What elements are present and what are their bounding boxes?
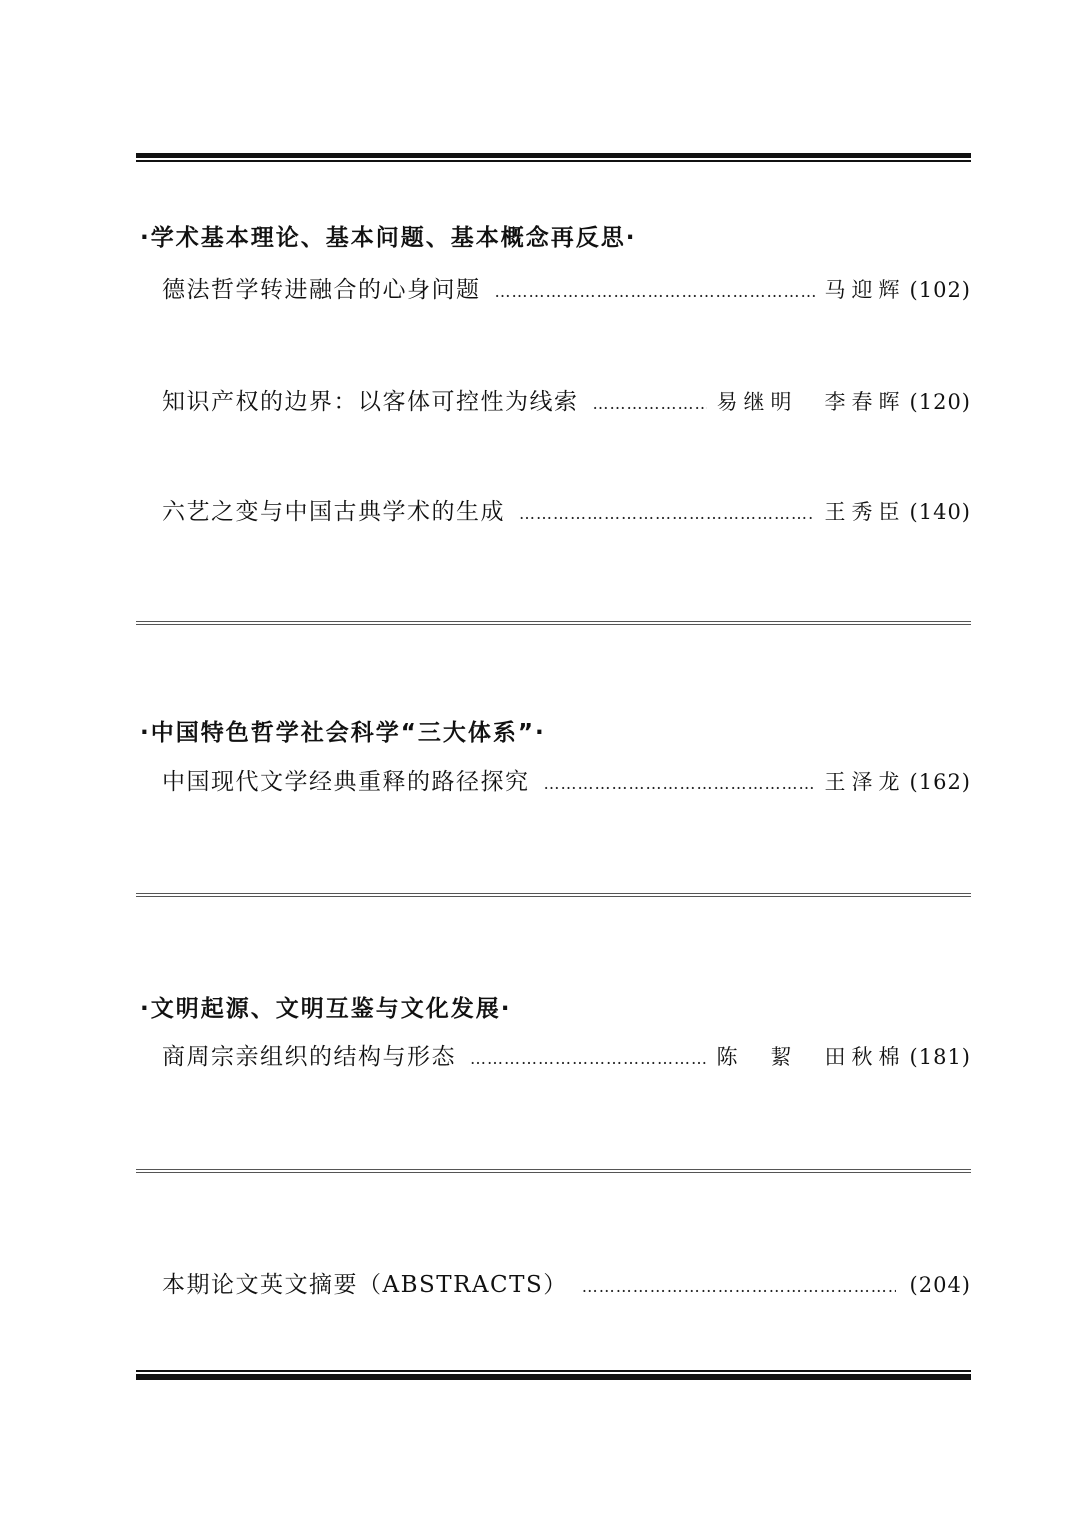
section-divider bbox=[136, 1169, 971, 1173]
section-divider bbox=[136, 621, 971, 625]
dot-leader bbox=[544, 767, 815, 801]
entry-author: 马迎辉 bbox=[824, 278, 906, 302]
section-title-1: ·学术基本理论、基本问题、基本概念再反思· bbox=[140, 225, 637, 251]
entry-page: (162) bbox=[909, 770, 971, 794]
top-rule-thin bbox=[136, 160, 971, 162]
entry-page: (102) bbox=[909, 278, 971, 302]
toc-entry[interactable] bbox=[162, 273, 971, 307]
entry-title: 德法哲学转进融合的心身问题 bbox=[162, 277, 481, 303]
section-divider bbox=[136, 893, 971, 897]
toc-entry[interactable] bbox=[162, 385, 971, 419]
top-double-rule bbox=[136, 153, 971, 162]
dot-leader bbox=[495, 275, 815, 309]
entry-page: (120) bbox=[909, 390, 971, 414]
bottom-rule-thin bbox=[136, 1370, 971, 1372]
toc-entry[interactable] bbox=[162, 765, 971, 799]
entry-page: (181) bbox=[909, 1045, 971, 1069]
entry-title: 六艺之变与中国古典学术的生成 bbox=[162, 499, 505, 525]
dot-leader bbox=[582, 1270, 896, 1304]
entry-title: 本期论文英文摘要（ABSTRACTS） bbox=[162, 1272, 568, 1298]
entry-author: 王泽龙 bbox=[824, 770, 906, 794]
entry-page: (204) bbox=[909, 1273, 971, 1297]
top-rule-thick bbox=[136, 153, 971, 158]
toc-entry[interactable] bbox=[162, 1040, 971, 1074]
bottom-rule-thick bbox=[136, 1374, 971, 1380]
entry-page: (140) bbox=[909, 500, 971, 524]
entry-title: 中国现代文学经典重释的路径探究 bbox=[162, 769, 530, 795]
section-title-3: ·文明起源、文明互鉴与文化发展· bbox=[140, 996, 512, 1022]
bottom-double-rule bbox=[136, 1370, 971, 1382]
toc-entry-abstracts[interactable] bbox=[162, 1268, 971, 1302]
section-title-2: ·中国特色哲学社会科学“三大体系”· bbox=[140, 720, 546, 746]
dot-leader bbox=[470, 1042, 707, 1076]
toc-entry[interactable] bbox=[162, 495, 971, 529]
entry-title: 商周宗亲组织的结构与形态 bbox=[162, 1044, 456, 1070]
dot-leader bbox=[593, 387, 707, 421]
entry-author: 陈 絜 田秋棉 bbox=[716, 1045, 906, 1069]
dot-leader bbox=[519, 497, 815, 531]
entry-author: 易继明 李春晖 bbox=[716, 390, 906, 414]
entry-title: 知识产权的边界：以客体可控性为线索 bbox=[162, 389, 579, 415]
entry-author: 王秀臣 bbox=[824, 500, 906, 524]
